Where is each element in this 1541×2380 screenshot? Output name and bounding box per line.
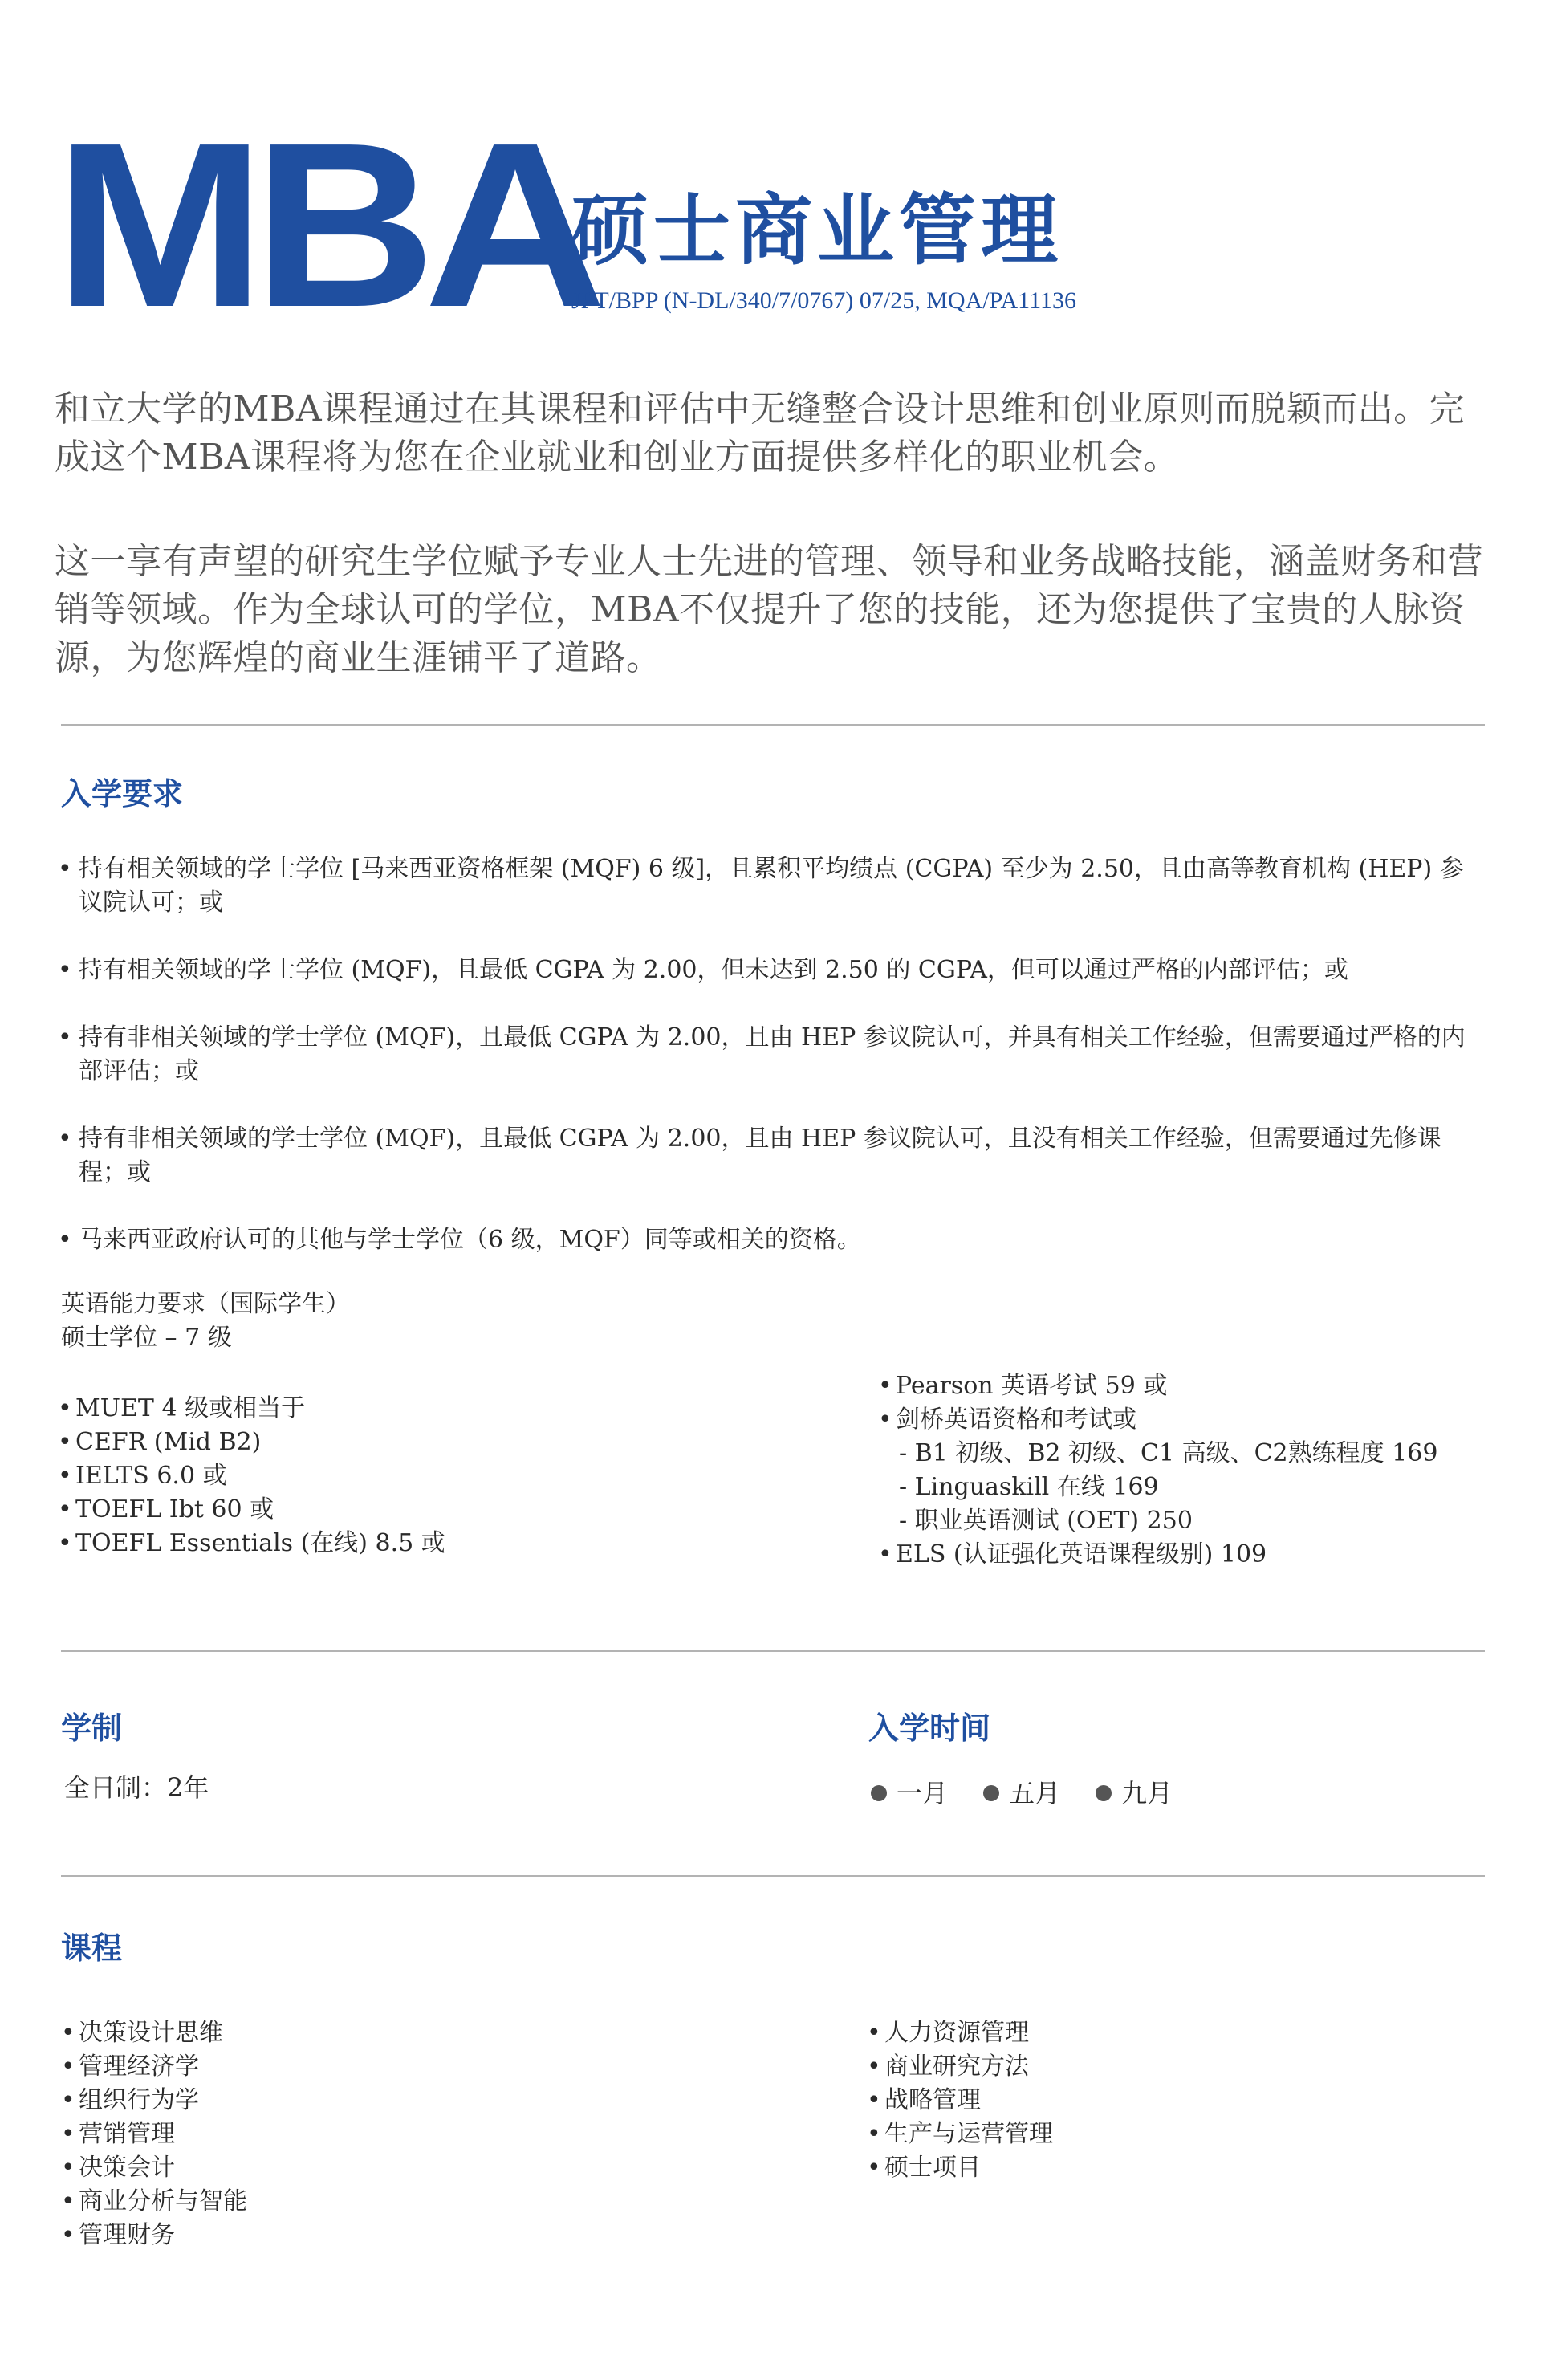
- list-subitem: - 职业英语测试 (OET) 250: [899, 1507, 1193, 1535]
- courses-left-list: [61, 2016, 247, 2252]
- intake-months: [871, 1776, 1208, 1811]
- duration-title: 学制: [61, 1711, 123, 1746]
- requirement-item: • 持有非相关领域的学士学位 (MQF)，且最低 CGPA 为 2.00，且由 HEP 参议院认可，并具有相关工作经验，但需要通过严格的内部评估；或: [58, 1021, 1486, 1088]
- course-item: • 组织行为学: [61, 2086, 199, 2114]
- intake-month: 五月: [1009, 1778, 1061, 1808]
- registration-code: JPT/BPP (N-DL/340/7/0767) 07/25, MQA/PA11136: [571, 287, 1076, 314]
- program-title: 硕士商业管理: [571, 185, 1063, 275]
- entry-requirements-title: 入学要求: [61, 776, 184, 812]
- course-item: • 管理财务: [61, 2221, 175, 2249]
- divider: [61, 1650, 1485, 1652]
- bullet-icon: [1096, 1785, 1112, 1801]
- bullet-icon: •: [58, 1023, 72, 1052]
- bullet-icon: [871, 1785, 887, 1801]
- list-item: • TOEFL Ibt 60 或: [58, 1495, 274, 1524]
- bullet-icon: •: [58, 956, 72, 984]
- intake-month: 一月: [897, 1778, 949, 1808]
- list-item: • CEFR (Mid B2): [58, 1428, 262, 1456]
- bullet-icon: •: [58, 1125, 72, 1153]
- intro-paragraph-2: 这一享有声望的研究生学位赋予专业人士先进的管理、领导和业务战略技能，涵盖财务和营销等领域。作为全球认可的学位，MBA不仅提升了您的技能，还为您提供了宝贵的人脉资源，为您辉煌的商业生涯铺平了道路。: [55, 541, 1483, 678]
- mba-logo: MBA: [55, 94, 595, 356]
- list-item: • 剑桥英语资格和考试或: [878, 1406, 1136, 1434]
- requirement-item: • 持有非相关领域的学士学位 (MQF)，且最低 CGPA 为 2.00，且由 HEP 参议院认可，且没有相关工作经验，但需要通过先修课程；或: [58, 1122, 1486, 1190]
- course-item: • 战略管理: [867, 2086, 981, 2114]
- course-item: • 决策设计思维: [61, 2019, 223, 2047]
- intake-title: 入学时间: [868, 1711, 991, 1746]
- course-item: • 决策会计: [61, 2154, 175, 2182]
- divider: [61, 1875, 1485, 1877]
- intro-paragraph-1: 和立大学的MBA课程通过在其课程和评估中无缝整合设计思维和创业原则而脱颖而出。完成这个MBA课程将为您在企业就业和创业方面提供多样化的职业机会。: [55, 389, 1466, 478]
- course-item: • 商业研究方法: [867, 2052, 1029, 2081]
- requirement-item: • 持有相关领域的学士学位 (MQF)，且最低 CGPA 为 2.00，但未达到 2.50 的 CGPA，但可以通过严格的内部评估；或: [58, 954, 1486, 987]
- list-subitem: - B1 初级、B2 初级、C1 高级、C2熟练程度 169: [899, 1439, 1438, 1467]
- english-tests-right: [878, 1369, 1437, 1572]
- intake-month: 九月: [1121, 1778, 1173, 1808]
- bullet-icon: •: [58, 1226, 72, 1254]
- list-item: • ELS (认证强化英语课程级别) 109: [878, 1540, 1267, 1568]
- course-item: • 人力资源管理: [867, 2019, 1029, 2047]
- course-item: • 营销管理: [61, 2120, 175, 2148]
- course-item: • 管理经济学: [61, 2052, 199, 2081]
- list-item: • MUET 4 级或相当于: [58, 1394, 306, 1422]
- divider: [61, 724, 1485, 726]
- english-requirement-level: 硕士学位 – 7 级: [61, 1324, 232, 1352]
- courses-right-list: [867, 2016, 1053, 2185]
- list-item: • TOEFL Essentials (在线) 8.5 或: [58, 1529, 445, 1557]
- duration-value: 全日制：2年: [64, 1772, 209, 1803]
- english-tests-left: [58, 1392, 445, 1560]
- requirement-item: • 持有相关领域的学士学位 [马来西亚资格框架 (MQF) 6 级]，且累积平均绩点 (CGPA) 至少为 2.50，且由高等教育机构 (HEP) 参议院认可；或: [58, 852, 1486, 920]
- list-item: • Pearson 英语考试 59 或: [878, 1372, 1168, 1400]
- list-item: • IELTS 6.0 或: [58, 1462, 227, 1490]
- course-item: • 商业分析与智能: [61, 2187, 247, 2215]
- course-item: • 硕士项目: [867, 2154, 981, 2182]
- course-item: • 生产与运营管理: [867, 2120, 1053, 2148]
- english-requirement-title: 英语能力要求（国际学生）: [61, 1290, 350, 1318]
- bullet-icon: •: [58, 855, 72, 883]
- courses-title: 课程: [61, 1930, 123, 1966]
- list-subitem: - Linguaskill 在线 169: [899, 1473, 1159, 1501]
- requirement-item: • 马来西亚政府认可的其他与学士学位（6 级，MQF）同等或相关的资格。: [58, 1223, 1486, 1257]
- bullet-icon: [983, 1785, 999, 1801]
